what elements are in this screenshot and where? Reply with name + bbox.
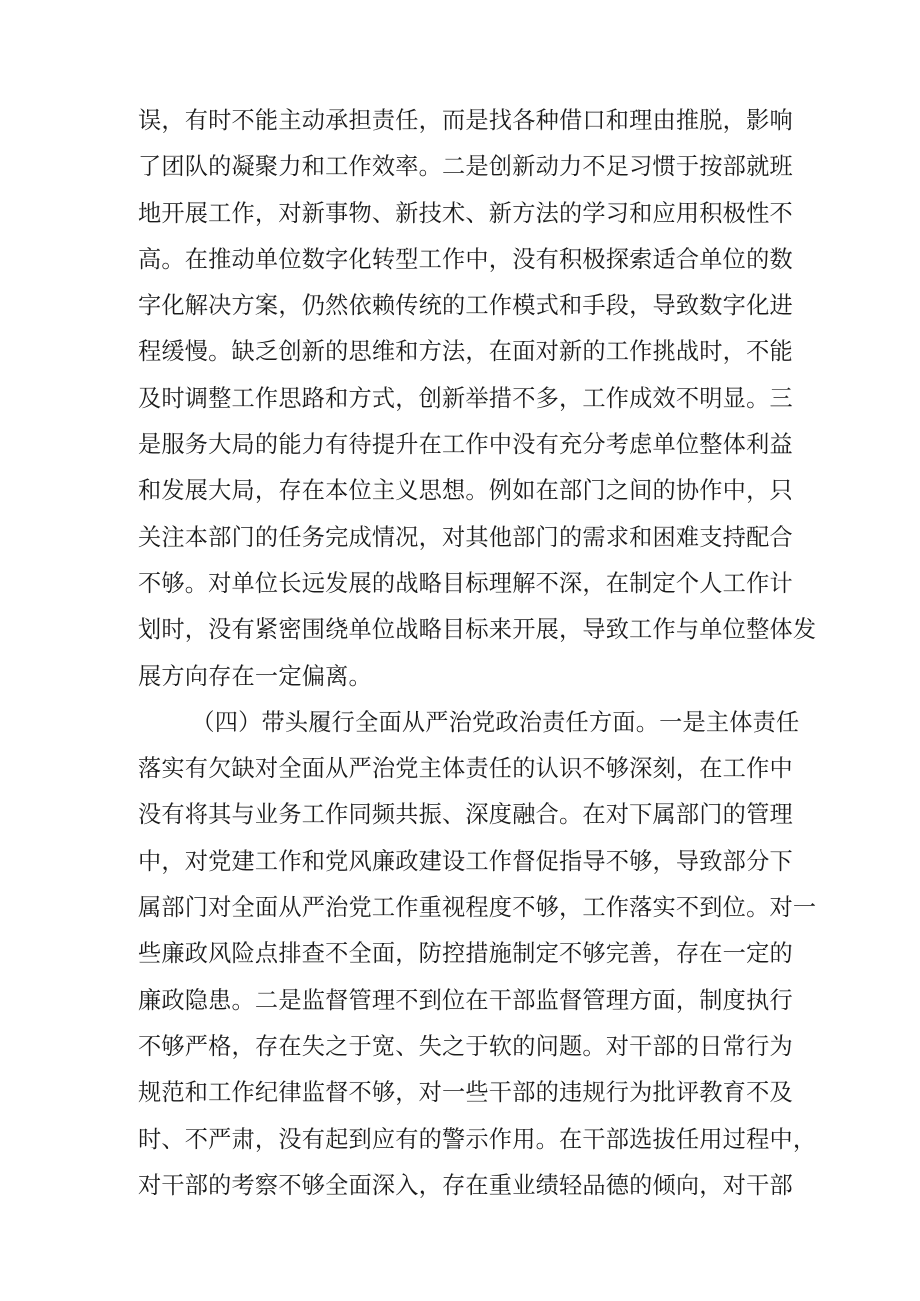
text-line: 展方向存在一定偏离。 (138, 662, 372, 690)
text-line: 程缓慢。缺乏创新的思维和方法，在面对新的工作挑战时，不能 (138, 338, 793, 366)
text-line: 误，有时不能主动承担责任，而是找各种借口和理由推脱，影响 (138, 107, 793, 134)
paragraph-1 (138, 98, 817, 700)
text-line: 字化解决方案，仍然依赖传统的工作模式和手段，导致数字化进 (138, 292, 793, 320)
text-line: 些廉政风险点排查不全面，防控措施制定不够完善，存在一定的 (138, 940, 793, 968)
text-line: 中，对党建工作和党风廉政建设工作督促指导不够，导致部分下 (138, 847, 793, 875)
paragraph-2 (138, 700, 817, 1209)
text-line: 了团队的凝聚力和工作效率。二是创新动力不足习惯于按部就班 (138, 153, 793, 181)
text-line: 没有将其与业务工作同频共振、深度融合。在对下属部门的管理 (138, 801, 793, 829)
text-line: （四）带头履行全面从严治党政治责任方面。一是主体责任 (191, 708, 800, 736)
text-line: 属部门对全面从严治党工作重视程度不够，工作落实不到位。对一 (138, 894, 817, 922)
text-line: 对干部的考察不够全面深入，存在重业绩轻品德的倾向，对干部 (138, 1171, 793, 1199)
text-line: 不够严格，存在失之于宽、失之于软的问题。对干部的日常行为 (138, 1032, 793, 1060)
text-line: 及时调整工作思路和方式，创新举措不多，工作成效不明显。三 (138, 384, 793, 412)
text-line: 落实有欠缺对全面从严治党主体责任的认识不够深刻，在工作中 (138, 755, 793, 783)
text-line: 廉政隐患。二是监督管理不到位在干部监督管理方面，制度执行 (138, 986, 793, 1014)
text-line: 高。在推动单位数字化转型工作中，没有积极探索适合单位的数 (138, 245, 793, 273)
text-line: 划时，没有紧密围绕单位战略目标来开展，导致工作与单位整体发 (138, 616, 817, 644)
text-line: 关注本部门的任务完成情况，对其他部门的需求和困难支持配合 (138, 523, 793, 551)
text-line: 地开展工作，对新事物、新技术、新方法的学习和应用积极性不 (138, 199, 793, 227)
document-body (138, 98, 817, 1209)
text-line: 规范和工作纪律监督不够，对一些干部的违规行为批评教育不及 (138, 1079, 793, 1107)
text-line: 不够。对单位长远发展的战略目标理解不深，在制定个人工作计 (138, 569, 793, 597)
text-line: 时、不严肃，没有起到应有的警示作用。在干部选拔任用过程中， (138, 1125, 817, 1153)
text-line: 和发展大局，存在本位主义思想。例如在部门之间的协作中，只 (138, 477, 793, 505)
text-line: 是服务大局的能力有待提升在工作中没有充分考虑单位整体利益 (138, 431, 793, 459)
